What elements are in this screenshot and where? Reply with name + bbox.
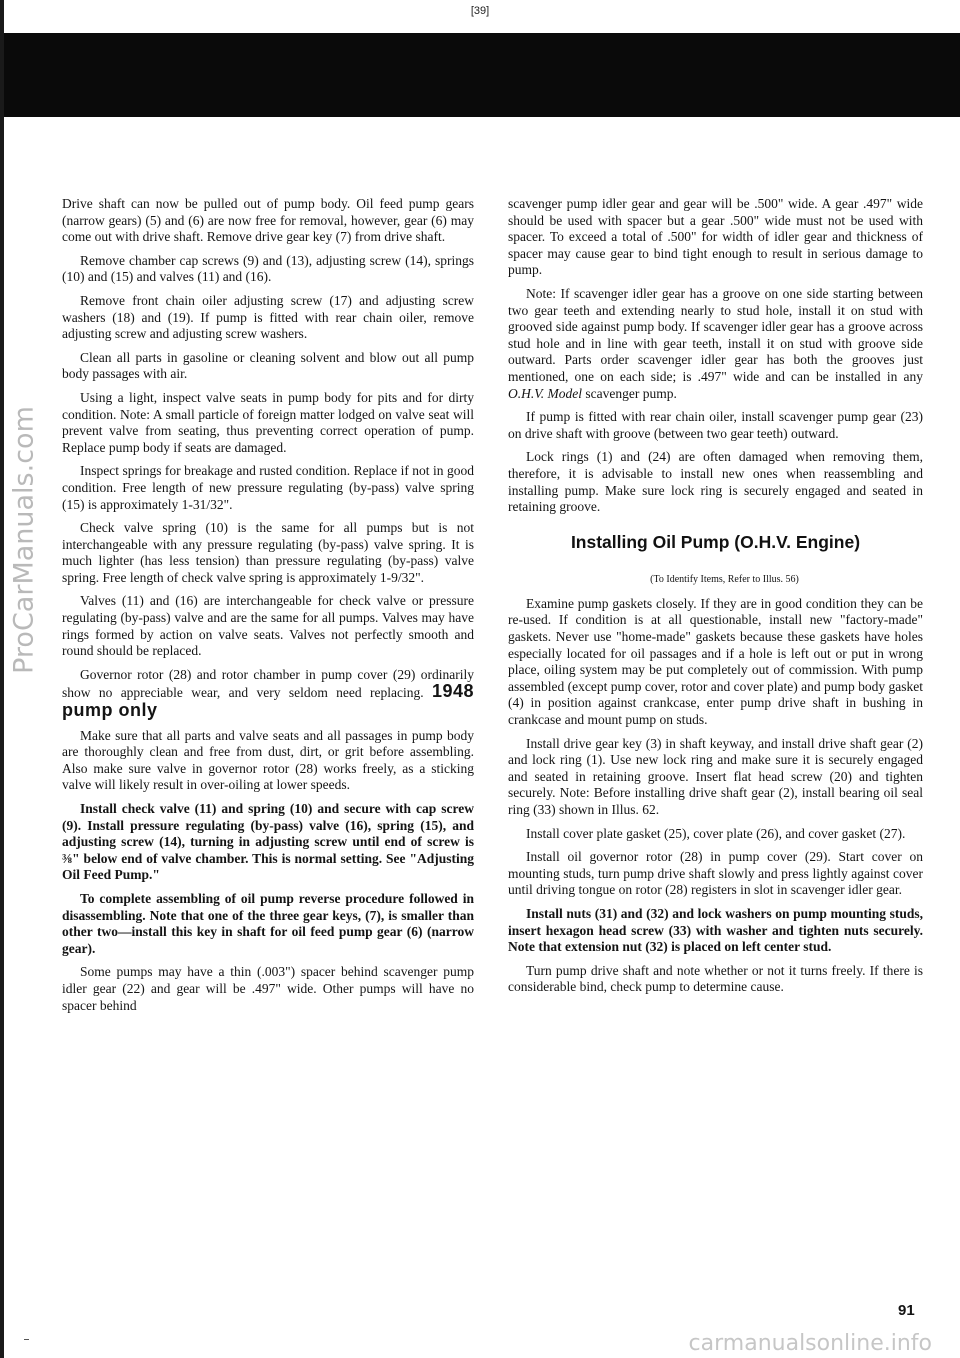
paragraph-text: scavenger pump.	[582, 385, 677, 401]
paragraph: Remove chamber cap screws (9) and (13), adjusting screw (14), springs (10) and (15) and valves (11) and (16).	[62, 252, 474, 285]
section-heading: Installing Oil Pump (O.H.V. Engine)	[570, 531, 861, 552]
paragraph-bold: Install nuts (31) and (32) and lock washers on pump mounting studs, insert hexagon head screw (33) with washer and tighten nuts securely. Note that extension nut (32) is placed on left center stud.	[508, 905, 923, 955]
paragraph: If pump is fitted with rear chain oiler, install scavenger pump gear (23) on drive shaft with groove (between two gear teeth) outward.	[508, 409, 923, 441]
paragraph-bold: To complete assembling of oil pump reverse procedure followed in disassembling. Note that one of the three gear keys, (7), is smaller than other two—install this key in shaft for oil feed pump gear (6) (narrow gear).	[62, 890, 474, 956]
paragraph-text: Governor rotor (28) and rotor chamber in pump cover (29) ordinarily show no appreciable wear, and very seldom need replacing.	[62, 666, 474, 701]
illustration-reference: (To Identify Items, Refer to Illus. 56)	[650, 574, 799, 586]
paragraph: Install drive gear key (3) in shaft keyway, and install drive shaft gear (2) and lock ring (1). Use new lock ring and make sure it is securely engaged and seated in retaining groove. Insert flat head screw (20) and tighten securely. Note: Before installing drive shaft gear (2), install bearing oil seal ring (33) shown in Illus. 62.	[508, 735, 923, 817]
paragraph: Using a light, inspect valve seats in pump body for pits and for dirty condition. Note: A small particle of foreign matter lodged on valve seat will prevent valve from seating, thus preventing correct operation of pump. Replace pump body if seats are damaged.	[62, 389, 474, 455]
paragraph: Some pumps may have a thin (.003") spacer behind scavenger pump idler gear (22) and gear will be .497" wide. Other pumps will have no spacer behind	[62, 964, 474, 1013]
paragraph: Valves (11) and (16) are interchangeable for check valve or pressure regulating (by-pass) valve and are the same for all pumps. Valves may have rings formed by action on valve seats. Valves not perfectly smooth and round should be replaced.	[62, 593, 474, 659]
paragraph: Check valve spring (10) is the same for all pumps but is not interchangeable with any pressure regulating (by-pass) valve spring. It is much lighter (has less tension) than pressure regulating (by-pass) valve spring. Free length of check valve spring is approximately 1-9/32".	[62, 520, 474, 585]
paragraph-note	[508, 286, 923, 402]
paragraph: Drive shaft can now be pulled out of pump body. Oil feed pump gears (narrow gears) (5) and (6) are now free for removal, however, gear (6) may come out with drive shaft. Remove drive gear key (7) from drive shaft.	[62, 196, 474, 245]
right-column	[508, 196, 923, 1003]
paragraph-bold: Install check valve (11) and spring (10) and secure with cap screw (9). Install pressure regulating (by-pass) valve (16), spring (15), and adjusting screw (14), turning in adjusting screw until end of screw is ⅜" below end of valve chamber. This is normal setting. See "Adjusting Oil Feed Pump."	[62, 801, 474, 883]
model-name: O.H.V. Model	[508, 385, 582, 401]
paragraph: Make sure that all parts and valve seats and all passages in pump body are thoroughly clean and free from dust, dirt, or grit before assembling. Also make sure valve in governor rotor (28) works freely, as a sticking valve will likely result in over-oiling at lower speeds.	[62, 727, 474, 793]
side-watermark-text: ProCarManuals.com	[8, 406, 40, 674]
paragraph-with-note	[62, 667, 474, 721]
paragraph: scavenger pump idler gear and gear will be .500" wide. A gear .497" wide should be used with spacer but a gear .500" wide must not be used with spacer. To exceed a total of .500" for width of idler gear and thickness of spacer may cause gear to bind tight enough to result in serious damage to pump.	[508, 196, 923, 278]
left-column	[62, 196, 474, 1021]
paragraph: Examine pump gaskets closely. If they are in good condition they can be re-used. If condition is at all questionable, install new "factory-made" gaskets. Never use "home-made" gaskets because these gaskets have holes especially located for oil passages and if a hole is left out or put in wrong place, oiling system may be put completely out of commission. With pump assembled (except pump cover, rotor and cover plate) and pump body gasket (4) in position against crankcase, enter pump drive shaft in bushing in crankcase and mount pump on studs.	[508, 595, 923, 728]
header-black-band	[4, 33, 960, 117]
paragraph: Remove front chain oiler adjusting screw (17) and adjusting screw washers (18) and (19). If pump is fitted with rear chain oiler, remove adjusting screw and adjusting screw washers.	[62, 292, 474, 342]
corner-mark	[24, 1339, 29, 1340]
paragraph: Turn pump drive shaft and note whether or not it turns freely. If there is considerable bind, check pump to determine cause.	[508, 962, 923, 995]
paragraph: Install oil governor rotor (28) in pump cover (29). Start cover on mounting studs, turn pump drive shaft slowly and press lightly against cover until driving tongue on rotor (28) registers in slot in scavenger idler gear.	[508, 849, 923, 898]
paragraph: Install cover plate gasket (25), cover plate (26), and cover gasket (27).	[526, 825, 906, 841]
side-watermark	[4, 260, 44, 820]
bottom-watermark: carmanualsonline.info	[688, 1331, 932, 1356]
page-marker: [39]	[470, 5, 490, 17]
handwritten-note: 1948 pump only	[62, 681, 475, 721]
page-number: 91	[898, 1302, 915, 1319]
paragraph: Clean all parts in gasoline or cleaning solvent and blow out all pump body passages with air.	[62, 349, 474, 382]
paragraph-text: Note: If scavenger idler gear has a groove on one side starting between two gear teeth and extending nearly to stud hole, install it on stud with grooved side against pump body. If scavenger idler gear has a groove across stud hole and in line with gear teeth, install it on stud with groove side outward. Parts order scavenger idler gear has both the grooves just mentioned, one on each side; is .497" wide and can be installed in any	[508, 285, 923, 384]
paragraph: Inspect springs for breakage and rusted condition. Replace if not in good condition. Free length of new pressure regulating (by-pass) valve spring (15) is approximately 1-31/32".	[62, 463, 474, 512]
paragraph: Lock rings (1) and (24) are often damaged when removing them, therefore, it is advisable to install new ones when reassembling and installing pump. Make sure lock ring is securely engaged and seated in retaining groove.	[508, 449, 923, 515]
